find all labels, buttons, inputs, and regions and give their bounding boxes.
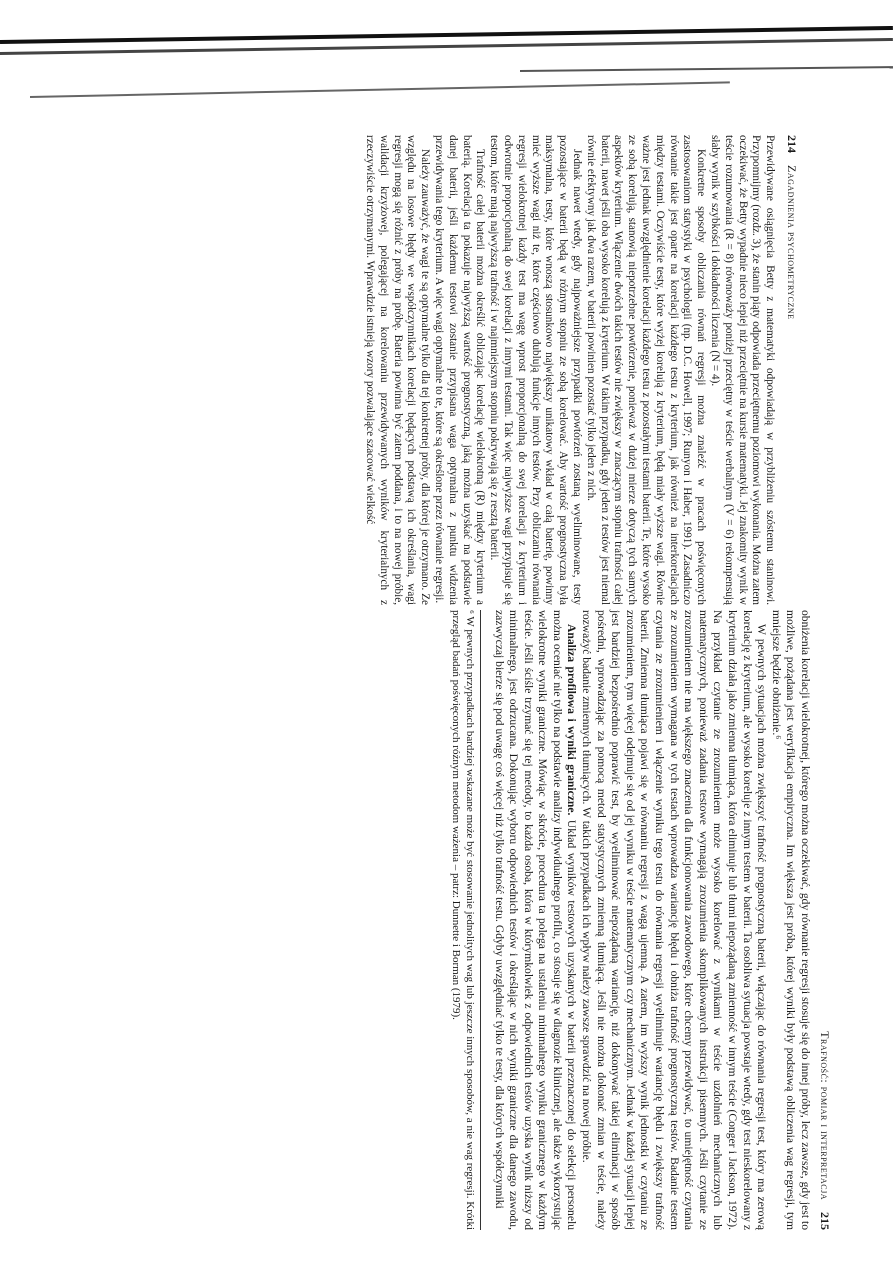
paragraph: W pewnych sytuacjach można zwiększyć trafność prognostyczną baterii, włączając do równania regresji test, który ma zerową korelację z kryterium, ale wysoko koreluje z innym testem w baterii. Ta osobliwa sytuacja powstaje wtedy, gdy test nieskorelowany z kryterium działa jako zmienna tłumiąca, która eliminuje lub tłumi niepożądaną zmienność w innym teście (Conger i Jackson, 1972). Na przykład czytanie ze zrozumieniem może wysoko korelować z wynikami w teście uzdolnień mechanicznych lub matematycznych, ponieważ zadania testowe wymagają zrozumienia skomplikowanych instrukcji pisemnych. Jeśli czytanie ze zrozumieniem nie ma większego znaczenia dla funkcjonowania zawodowego, które chcemy przewidywać, to umiejętność czytania ze zrozumieniem wymagana w tych testach wprowadza wariancję błędu i obniża trafność prognostyczną testów. Badanie testem czytania ze zrozumieniem i włączenie wyniku tego testu do równania regresji wyeliminuje wariancję błędu i zwiększy trafność baterii. Zmienna tłumiąca pojawi się w równaniu regresji z wagą ujemną. A zatem, im wyższy wynik jednostki w czytaniu ze zrozumieniem, tym więcej odejmuje się od jej wyniku w teście matematycznym czy mechanicznym. Jednak w każdej sytuacji lepiej jest bardziej bezpośrednio poprawić test, by wyeliminować niepożądaną wariancję, niż dokonywać takiej eliminacji w sposób pośredni, wprowadzając za pomocą metod statystycznych zmienną tłumiącą. Jeśli nie można dokonać zmian w teście, należy rozważyć badanie zmiennych tłumiących. W takich przypadkach ich wpływ należy zawsze sprawdzić na nowej próbie. (580, 610, 769, 1230)
section-title: Analiza profilowa i wyniki graniczne. (565, 624, 579, 816)
paragraph: obniżenia korelacji wielokrotnej, którego można oczekiwać, gdy równanie regresji stosuje się do innej próby, lecz zawsze, gdy jest to możliwe, pożądana jest weryfikacja empiryczna. Im większa jest próba, której wyniki były podstawą obliczenia wag regresji, tym mniejsze będzie obniżenie.⁶ (769, 610, 812, 1230)
paragraph (491, 610, 579, 1230)
section-text: Układ wyników testowych uzyskanych w baterii przeznaczonej do selekcji personelu można oceniać nie tylko na podstawie analizy indywidualnego profilu, co stosuje się w diagnozie klinicznej, ale także wykorzystując wielokrotne wyniki graniczne. Mówiąc w skrócie, procedura ta polega na ustaleniu minimalnego wyniku granicznego w każdym teście. Jeśli ściśle trzymać się tej metody, to każda osoba, która w którymkolwiek z odpowiednich testów uzyska wynik niższy od minimalnego, jest odrzucana. Dokonując wyboru odpowiednich testów i określając w nich wyniki graniczne dla danego zawodu, zazwyczaj bierze się pod uwagę coś więcej niż tylko trafność testu. Gdyby uwzględniać tylko te testy, dla których współczynniki (492, 610, 579, 1231)
scan-edge-line (30, 81, 730, 98)
running-title: Zagadnienia psychometryczne (785, 165, 799, 320)
right-page-header (816, 610, 832, 1230)
page-number: 214 (785, 135, 799, 153)
left-book-page (362, 135, 798, 605)
paragraph: Jednak nawet wtedy, gdy najpoważniejsze przypadki powtórzeń zostaną wyeliminowane, testy pozostające w baterii będą w różnym stopniu ze sobą korelować. Aby wartość prognostyczna była maksymalna, testy, które wnoszą stosunkowo największy unikatowy wkład w całą baterię, powinny mieć wyższe wagi niż te, które częściowo dublują funkcje innych testów. Przy obliczaniu równania regresji wielokrotnej każdy test ma wagę wprost proporcjonalną do swej korelacji z kryterium i odwrotnie proporcjonalną do swej korelacji z innymi testami. Tak więc najwyższe wagi przypisuje się testom, które mają najwyższą trafność i w najmniejszym stopniu pokrywają się z resztą baterii. (488, 135, 584, 605)
left-page-header (784, 135, 798, 605)
paragraph: Trafność całej baterii można określić obliczając korelację wielokrotną (R) między kryterium a baterią. Korelacja ta pokazuje najwyższą wartość prognostyczną, jaką można uzyskać na podstawie danej baterii, jeśli każdemu testowi zostanie przypisana waga optymalna z punktu widzenia przewidywania tego kryterium. A więc wagi optymalne to te, które są określone przez równanie regresji. (433, 135, 487, 605)
paragraph: Należy zauważyć, że wagi te są optymalne tylko dla tej konkretnej próby, dla której je otrzymano. Ze względu na losowe błędy we współczynnikach korelacji będących podstawą ich określania, wagi regresji mogą się różnić z próby na próbę. Bateria powinna być zatem poddana, i to na nowej próbie, walidacji krzyżowej, polegającej na korelowaniu przewidywanych wyników kryterialnych z rzeczywiście otrzymanymi. Wprawdzie istnieją wzory pozwalające szacować wielkość (364, 135, 432, 605)
paragraph: Przewidywane osiągnięcia Betty z matematyki odpowiadają w przybliżeniu szóstemu staninowi. Przypomnijmy (rozdz. 3), że stanin piąty odpowiada przeciętnemu poziomowi wykonania. Można zatem oczekiwać, że Betty wypadnie nieco lepiej niż przeciętnie na kursie matematyki. Jej znakomity wynik w teście rozumowania (R = 8) równoważy poniżej przeciętny w teście werbalnym (V = 6) rekompensują słaby wynik w szybkości i dokładności liczenia (N = 4). (709, 135, 777, 605)
running-title: Trafność: pomiar i interpretacja (818, 1031, 832, 1200)
paragraph: Konkretne sposoby obliczania równań regresji można znaleźć w pracach poświęconych zastosowaniom statystyki w psychologii (np. D.C. Howell, 1997; Runyon i Haber, 1991). Zasadniczo równanie takie jest oparte na korelacji każdego testu z kryterium, jak również na interkorelacjach między testami. Oczywiście testy, które wyżej korelują z kryterium, będą miały wyższe wagi. Równie ważne jest jednak uwzględnienie korelacji każdego testu z pozostałymi testami baterii. Te, które wysoko ze sobą korelują, stanowią niepotrzebne powtórzenie, ponieważ w dużej mierze dotyczą tych samych aspektów kryterium. Włączenie dwóch takich testów nie zwiększy w znaczącym stopniu trafności całej baterii, nawet jeśli oba wysoko korelują z kryterium. W takim przypadku, gdy jeden z testów jest niemal równie efektywny jak dwa razem, w baterii powinien pozostać tylko jeden z nich. (584, 135, 708, 605)
page-number: 215 (818, 1212, 832, 1230)
footnote: ⁶ W pewnych przypadkach bardziej wskazane może być stosowanie jednolitych wag lub jeszcze innych sposobów, a nie wag regresji. Krótki przegląd badań poświęconych różnym metodom ważenia – patrz: Dunnette i Borman (1979). (449, 610, 481, 1230)
scan-edge-line (520, 66, 893, 72)
right-book-page-body (449, 610, 812, 1230)
